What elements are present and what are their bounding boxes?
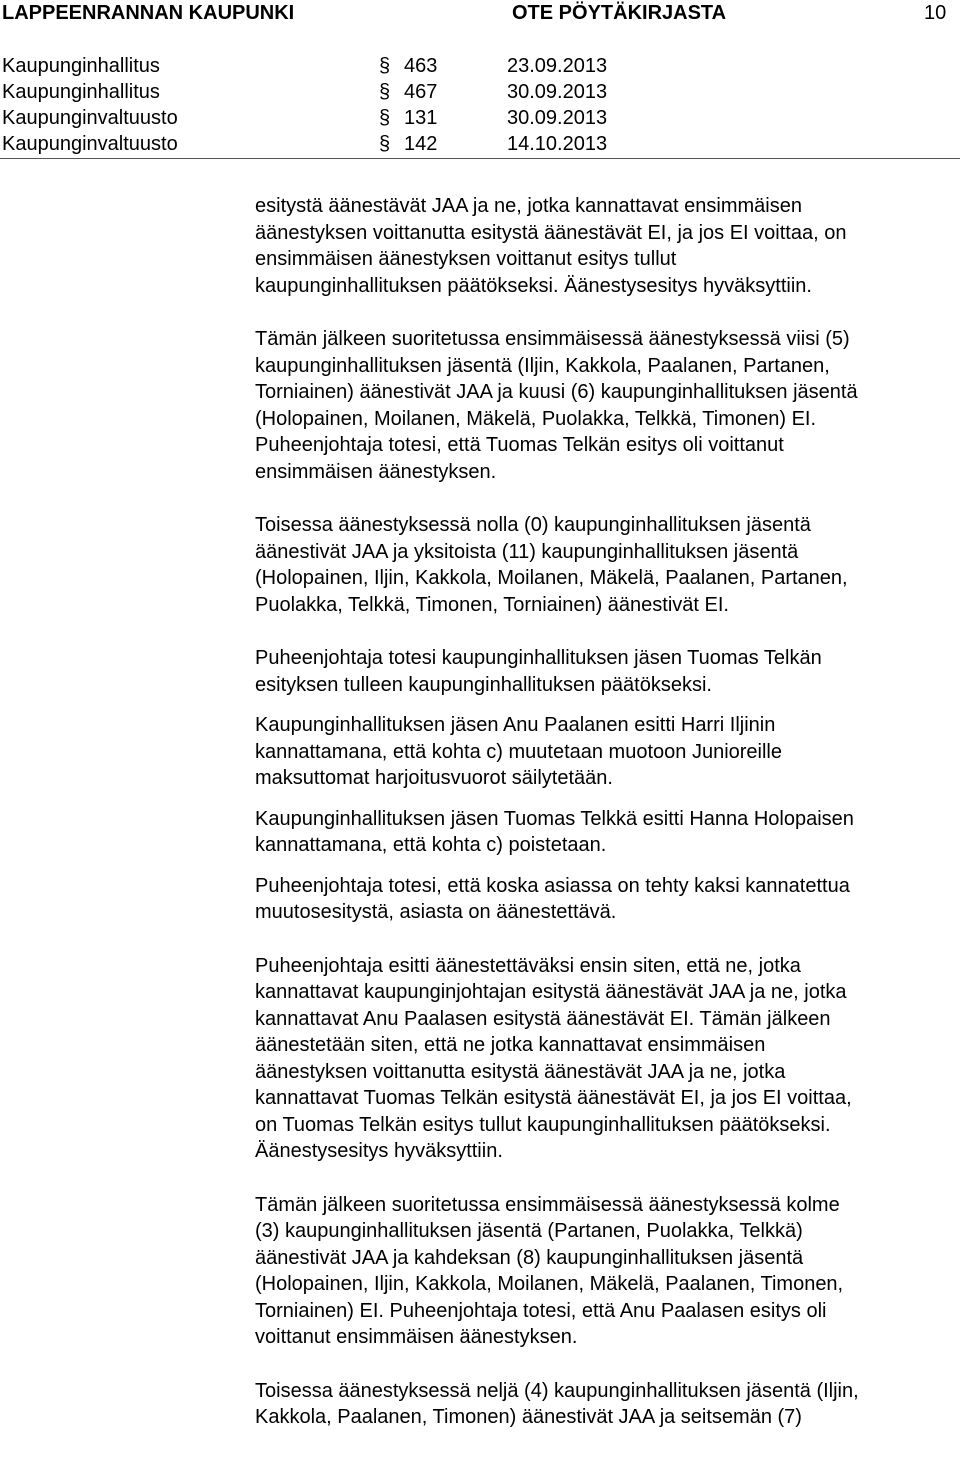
reference-number: 131 [404,107,438,129]
reference-number: 463 [404,55,438,77]
reference-body: Kaupunginvaltuusto [2,133,178,155]
reference-number: 467 [404,81,438,103]
section-sign: § [379,107,391,129]
document-header [0,0,960,30]
paragraph: Kaupunginhallituksen jäsen Tuomas Telkkä esitti Hanna Holopaisen kannattamana, että kohta c) poistetaan. [255,807,854,856]
paragraph: Toisessa äänestyksessä nolla (0) kaupunginhallituksen jäsentä äänestivät JAA ja yksitoista (11) kaupunginhallituksen jäsentä (Holopainen, Iljin, Kakkola, Moilanen, Mäkelä, Paalanen, Partanen, Puolakka, Telkkä, Timonen, Torniainen) äänestivät EI. [255,514,848,616]
paragraph: Tämän jälkeen suoritetussa ensimmäisessä äänestyksessä viisi (5) kaupunginhallituksen jäsentä (Iljin, Kakkola, Paalanen, Partanen, Torniainen) äänestivät JAA ja kuusi (6) kaupunginhallituksen jäsentä (Holopainen, Moilanen, Mäkelä, Puolakka, Telkkä, Timonen) EI. Puheenjohtaja totesi, että Tuomas Telkän esitys oli voittanut ensimmäisen äänestyksen. [255,328,858,483]
header-divider [0,158,960,159]
reference-date: 23.09.2013 [507,55,608,77]
reference-row [0,55,960,81]
section-sign: § [379,55,391,77]
section-sign: § [379,81,391,103]
reference-body: Kaupunginhallitus [2,55,160,77]
paragraph: Puheenjohtaja totesi, että koska asiassa on tehty kaksi kannatettua muutosesitystä, asiasta on äänestettävä. [255,874,850,923]
reference-body: Kaupunginvaltuusto [2,107,178,129]
city-name: LAPPEENRANNAN KAUPUNKI [2,2,295,24]
reference-row [0,107,960,133]
section-sign: § [379,133,391,155]
reference-date: 30.09.2013 [507,81,608,103]
paragraph: Tämän jälkeen suoritetussa ensimmäisessä äänestyksessä kolme (3) kaupunginhallituksen jäsentä (Partanen, Puolakka, Telkkä) äänestivät JAA ja kahdeksan (8) kaupunginhallituksen jäsentä (Holopainen, Iljin, Kakkola, Moilanen, Mäkelä, Paalanen, Timonen, Torniainen) EI. Puheenjohtaja totesi, että Anu Paalasen esitys oli voittanut ensimmäisen äänestyksen. [255,1193,844,1348]
reference-row [0,81,960,107]
reference-date: 14.10.2013 [507,133,608,155]
reference-date: 30.09.2013 [507,107,608,129]
reference-list [0,55,960,159]
paragraph: Kaupunginhallituksen jäsen Anu Paalanen esitti Harri Iljinin kannattamana, että kohta c) muutetaan muotoon Junioreille maksuttomat harjoitusvuorot säilytetään. [255,714,782,789]
reference-body: Kaupunginhallitus [2,81,160,103]
reference-row [0,133,960,159]
page-number: 10 [924,2,947,24]
paragraph: esitystä äänestävät JAA ja ne, jotka kannattavat ensimmäisen äänestyksen voittanutta esitystä äänestävät EI, ja jos EI voittaa, on ensimmäisen äänestyksen voittanut esitys tullut kaupunginhallituksen päätökseksi. Äänestysesitys hyväksyttiin. [255,195,847,297]
reference-number: 142 [404,133,438,155]
minutes-body [255,193,955,1458]
paragraph: Puheenjohtaja totesi kaupunginhallituksen jäsen Tuomas Telkän esityksen tulleen kaupunginhallituksen päätökseksi. [255,647,822,696]
paragraph: Toisessa äänestyksessä neljä (4) kaupunginhallituksen jäsentä (Iljin, Kakkola, Paalanen, Timonen) äänestivät JAA ja seitsemän (7) [255,1379,859,1428]
document-type: OTE PÖYTÄKIRJASTA [512,2,727,24]
paragraph: Puheenjohtaja esitti äänestettäväksi ensin siten, että ne, jotka kannattavat kaupunginjohtajan esitystä äänestävät JAA ja ne, jotka kannattavat Anu Paalasen esitystä äänestävät EI. Tämän jälkeen äänestetään siten, että ne jotka kannattavat ensimmäisen äänestyksen voittanutta esitystä äänestävät JAA ja ne, jotka kannattavat Tuomas Telkän esitystä äänestävät EI, ja jos EI voittaa, on Tuomas Telkän esitys tullut kaupunginhallituksen päätökseksi. Äänestysesitys hyväksyttiin. [255,954,852,1162]
